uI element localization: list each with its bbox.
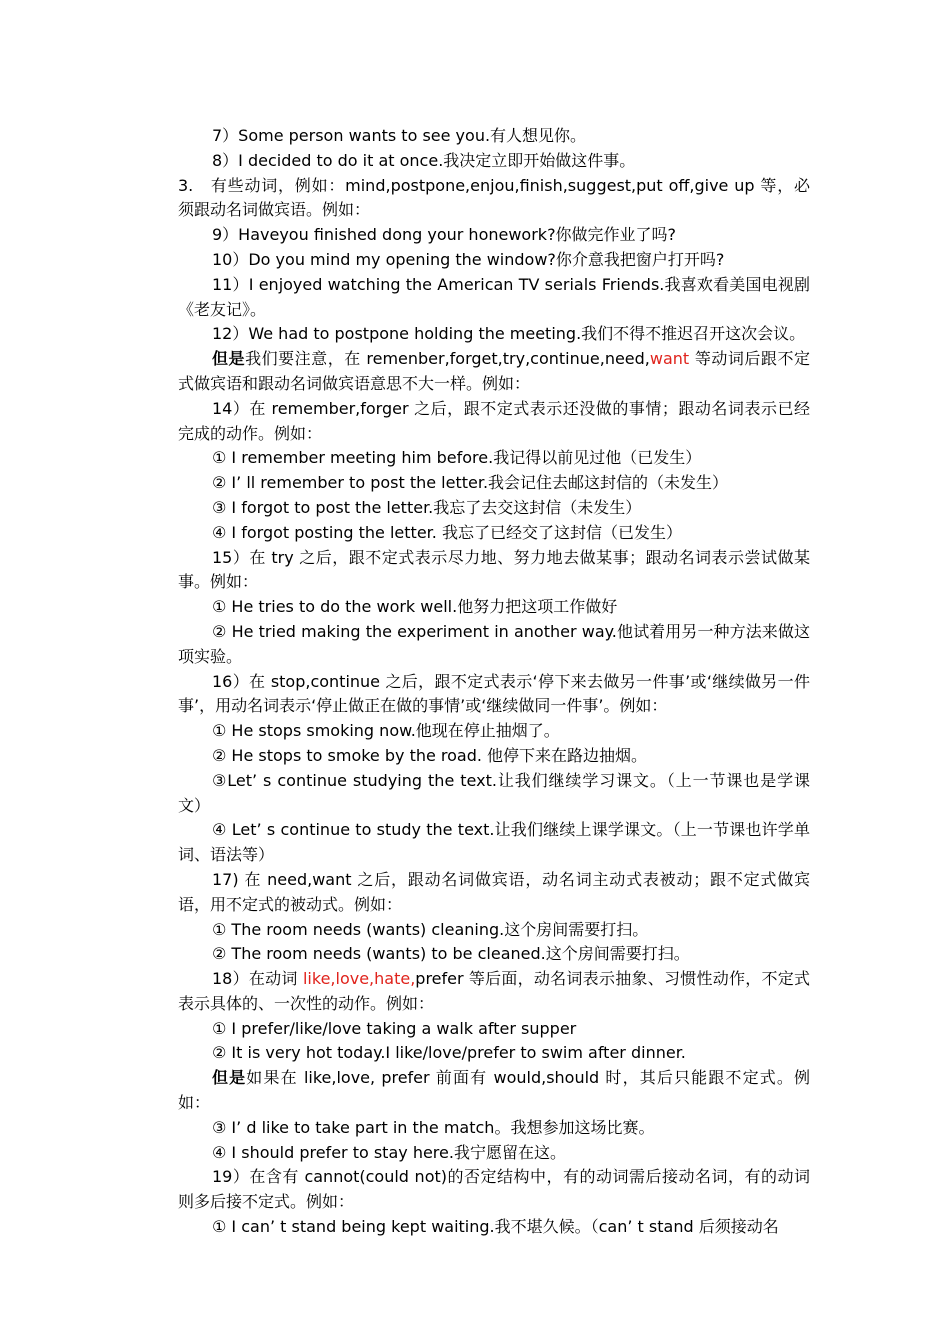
paragraph [178, 397, 810, 447]
text-run: ② I’ ll remember to post the letter.我会记住去邮这封信的（未发生） [212, 473, 729, 493]
paragraph [178, 223, 810, 248]
text-run: ③ I’ d like to take part in the match。我想参加这场比赛。 [212, 1117, 655, 1137]
text-run: 等动词后跟不定式做宾语和跟动名词做宾语意思不大一样。例如： [178, 349, 810, 393]
text-run: 16）在 stop,continue 之后，跟不定式表示‘停下来去做另一件事’或‘继续做另一件事’，用动名词表示‘停止做正在做的事情’或‘继续做同一件事’。例如： [178, 671, 810, 716]
text-run: ③Let’ s continue studying the text.让我们继续学习课文。（上一节课也是学课文） [178, 770, 810, 815]
paragraph [178, 942, 810, 967]
paragraph [178, 595, 810, 620]
text-run: 18）在动词 [212, 969, 303, 989]
text-run: 3. 有些动词，例如：mind,postpone,enjou,finish,suggest,put off,give up 等，必须跟动名词做宾语。例如： [178, 175, 810, 220]
text-run: 15）在 try 之后，跟不定式表示尽力地、努力地去做某事；跟动名词表示尝试做某事。例如： [178, 547, 810, 592]
paragraph [178, 719, 810, 744]
paragraph [178, 322, 810, 347]
paragraph [178, 1116, 810, 1141]
text-run: ① I remember meeting him before.我记得以前见过他（已发生） [212, 448, 702, 468]
text-run: 9）Haveyou finished dong your honework?你做完作业了吗? [212, 225, 677, 245]
paragraph [178, 347, 810, 397]
paragraph [178, 868, 810, 918]
highlighted-text: want [649, 349, 690, 369]
paragraph [178, 1215, 810, 1240]
text-run: ② It is very hot today.I like/love/prefer to swim after dinner. [212, 1043, 686, 1063]
paragraph [178, 521, 810, 546]
paragraph [178, 546, 810, 596]
paragraph [178, 1017, 810, 1042]
paragraph [178, 670, 810, 720]
text-run: ④ I forgot posting the letter. 我忘了已经交了这封信（已发生） [212, 522, 682, 542]
text-run: 如果在 like,love, prefer 前面有 would,should 时，其后只能跟不定式。例如： [178, 1068, 810, 1113]
text-run: ④ Let’ s continue to study the text.让我们继续上课学课文。（上一节课也许学单词、语法等） [178, 820, 810, 865]
text-run: 7）Some person wants to see you.有人想见你。 [212, 126, 587, 145]
text-run: 10）Do you mind my opening the window?你介意我把窗户打开吗? [212, 249, 725, 269]
text-run: ② He tried making the experiment in another way.他试着用另一种方法来做这项实验。 [178, 621, 810, 666]
paragraph [178, 124, 810, 149]
paragraph [178, 620, 810, 670]
text-run: ① I prefer/like/love taking a walk after supper [212, 1018, 577, 1038]
text-run: 17) 在 need,want 之后，跟动名词做宾语，动名词主动式表被动；跟不定式做宾语，用不定式的被动式。例如： [178, 869, 810, 914]
paragraph [178, 967, 810, 1017]
paragraph [178, 1041, 810, 1066]
bold-text: 但是 [212, 349, 246, 369]
text-run: ① I can’ t stand being kept waiting.我不堪久候。（can’ t stand 后须接动名 [212, 1217, 779, 1237]
paragraph [178, 471, 810, 496]
text-run: 12）We had to postpone holding the meeting.我们不得不推迟召开这次会议。 [212, 324, 806, 344]
highlighted-text: like,love,hate, [302, 969, 416, 989]
paragraph [178, 174, 810, 224]
paragraph [178, 248, 810, 273]
paragraph [178, 1066, 810, 1116]
paragraph [178, 769, 810, 819]
paragraph [178, 273, 810, 323]
text-run: ① He stops smoking now.他现在停止抽烟了。 [212, 721, 560, 741]
document-page [178, 124, 810, 1240]
text-run: ② The room needs (wants) to be cleaned.这个房间需要打扫。 [212, 944, 690, 964]
text-run: 19）在含有 cannot(could not)的否定结构中，有的动词需后接动名词，有的动词则多后接不定式。例如： [178, 1167, 810, 1212]
text-run: ④ I should prefer to stay here.我宁愿留在这。 [212, 1142, 566, 1162]
bold-text: 但是 [212, 1068, 247, 1088]
text-run: ③ I forgot to post the letter.我忘了去交这封信（未发生） [212, 497, 642, 517]
paragraph [178, 1165, 810, 1215]
paragraph [178, 446, 810, 471]
text-run: 8）I decided to do it at once.我决定立即开始做这件事。 [212, 150, 636, 170]
paragraph [178, 1141, 810, 1166]
text-run: 我们要注意，在 remenber,forget,try,continue,need, [245, 349, 650, 369]
paragraph [178, 744, 810, 769]
paragraph [178, 818, 810, 868]
paragraph [178, 496, 810, 521]
text-run: 11）I enjoyed watching the American TV serials Friends.我喜欢看美国电视剧《老友记》。 [178, 274, 810, 319]
text-run: prefer 等后面，动名词表示抽象、习惯性动作，不定式表示具体的、一次性的动作。例如： [178, 969, 810, 1013]
text-run: ① He tries to do the work well.他努力把这项工作做好 [212, 597, 618, 617]
text-run: 14）在 remember,forger 之后，跟不定式表示还没做的事情；跟动名词表示已经完成的动作。例如： [178, 398, 810, 443]
text-run: ② He stops to smoke by the road. 他停下来在路边抽烟。 [212, 745, 648, 765]
text-run: ① The room needs (wants) cleaning.这个房间需要打扫。 [212, 919, 649, 939]
paragraph [178, 149, 810, 174]
paragraph [178, 918, 810, 943]
